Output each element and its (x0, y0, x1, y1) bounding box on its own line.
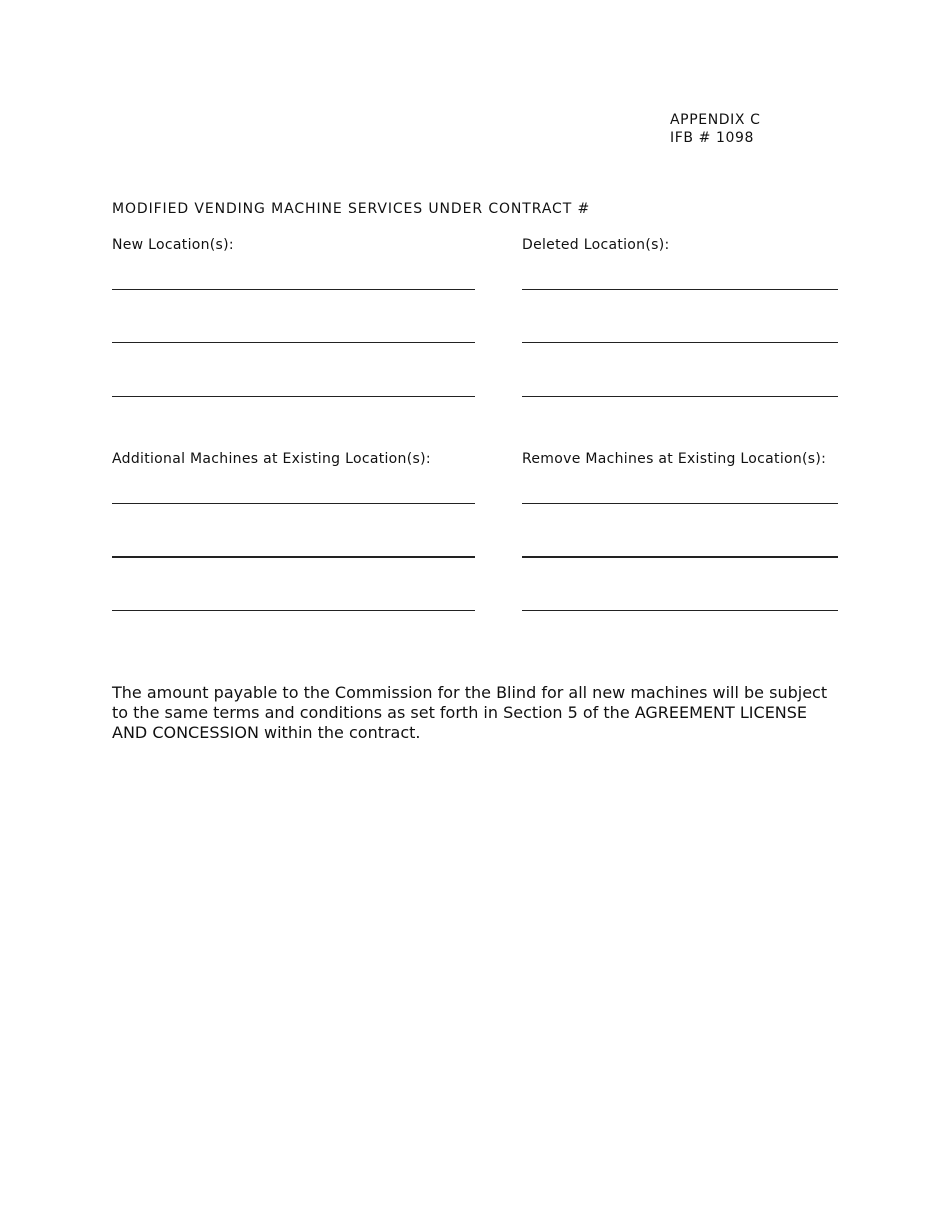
remove-machines-label: Remove Machines at Existing Location(s): (522, 451, 827, 467)
additional-machines-line-1[interactable] (112, 503, 475, 504)
appendix-label: APPENDIX C (670, 112, 761, 128)
deleted-location-line-1[interactable] (522, 289, 838, 290)
remove-machines-line-3[interactable] (522, 610, 838, 611)
new-locations-label: New Location(s): (112, 237, 234, 253)
additional-machines-label: Additional Machines at Existing Location(s): (112, 451, 431, 467)
terms-paragraph: The amount payable to the Commission for the Blind for all new machines will be subject to the same terms and conditions as set forth in Section 5 of the AGREEMENT LICENSE AND CONCESSION within the contract. (112, 683, 828, 742)
new-location-line-1[interactable] (112, 289, 475, 290)
new-location-line-2[interactable] (112, 342, 475, 343)
form-title: MODIFIED VENDING MACHINE SERVICES UNDER CONTRACT # (112, 201, 591, 217)
new-location-line-3[interactable] (112, 396, 475, 397)
remove-machines-line-2[interactable] (522, 556, 838, 558)
deleted-location-line-2[interactable] (522, 342, 838, 343)
deleted-location-line-3[interactable] (522, 396, 838, 397)
deleted-locations-label: Deleted Location(s): (522, 237, 670, 253)
remove-machines-line-1[interactable] (522, 503, 838, 504)
appendix-header (670, 111, 761, 147)
ifb-number: IFB # 1098 (670, 130, 755, 146)
additional-machines-line-2[interactable] (112, 556, 475, 558)
additional-machines-line-3[interactable] (112, 610, 475, 611)
